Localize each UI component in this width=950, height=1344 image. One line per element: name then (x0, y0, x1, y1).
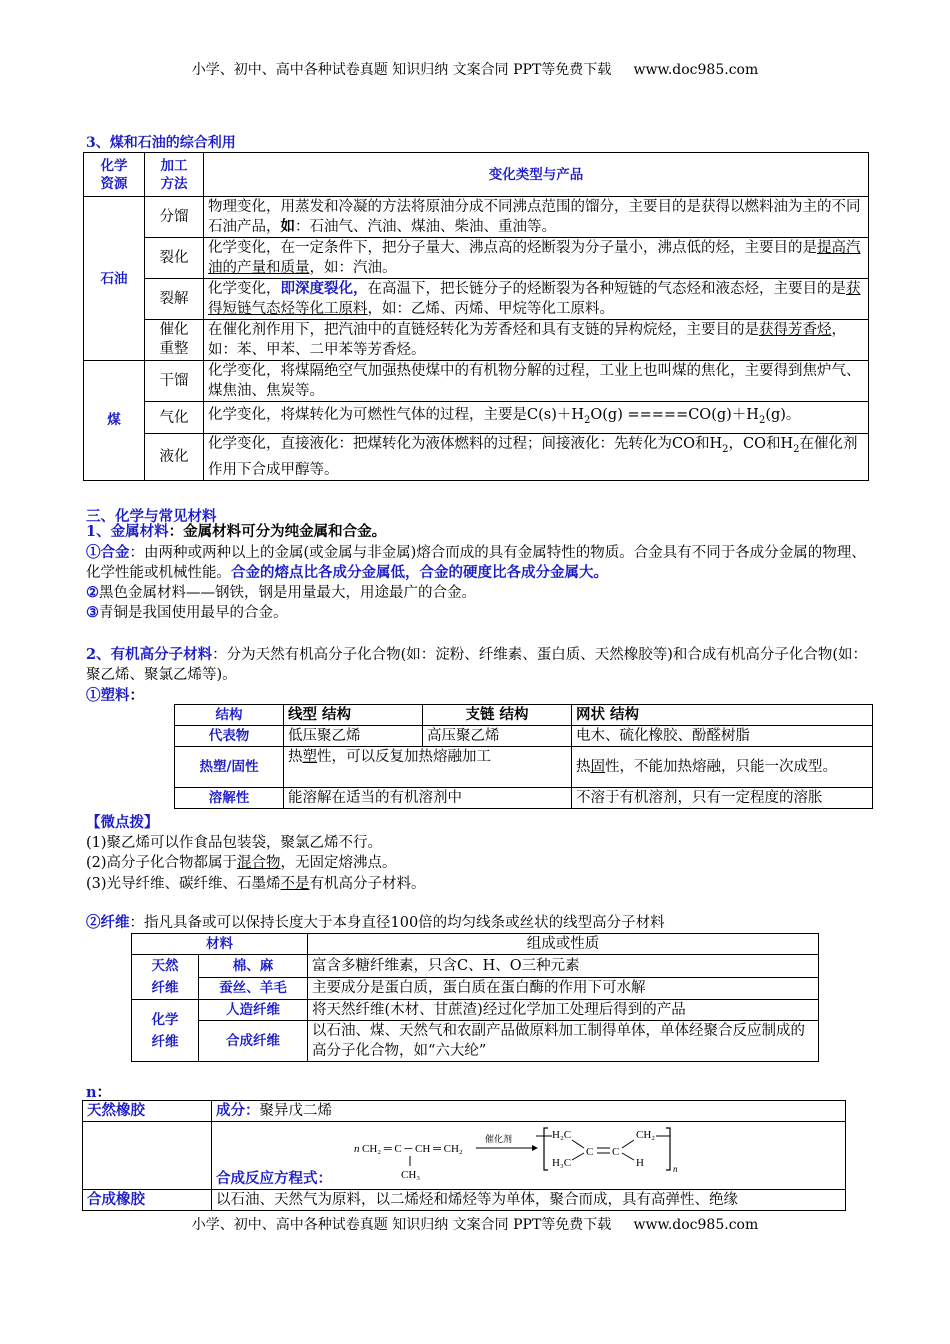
pt-r1-label: 代表物 (175, 726, 284, 747)
pt-h3: 网状 结构 (572, 705, 873, 726)
fiber-intro: ②纤维：指凡具备或可以保持长度大于本身直径100倍的均匀线条或丝状的线型高分子材料 (86, 914, 665, 931)
method-cracking: 裂化 (145, 238, 204, 279)
ft-r1-a: 棉、麻 (199, 955, 308, 978)
ferrous-text: ②黑色金属材料——钢铁，钢是用量最大，用途最广的合金。 (86, 584, 476, 601)
pt-r3-label: 溶解性 (175, 788, 284, 809)
liquefaction-desc: 化学变化，直接液化：把煤转化为液体燃料的过程；间接液化：先转化为CO和$H_2$，CO和$H_2$在催化剂作用下合成甲醇等。 (204, 434, 869, 481)
th-type: 变化类型与产品 (204, 153, 869, 197)
coal-oil-table (83, 152, 869, 481)
footer-text: 小学、初中、高中各种试卷真题 知识归纳 文案合同 PPT等免费下载 (191, 1217, 612, 1233)
pt-r2-label: 热塑/固性 (175, 747, 284, 788)
section-title-materials: 三、化学与常见材料 (86, 508, 217, 525)
rt-synthetic: 合成橡胶 (83, 1190, 212, 1211)
method-liquefaction: 液化 (145, 434, 204, 481)
eq-ch3-monomer: CH₃ (401, 1169, 421, 1181)
method-pyrolysis: 裂解 (145, 279, 204, 320)
rt-comp: 成分：聚异戊二烯 (212, 1101, 846, 1122)
rt-synthetic-desc: 以石油、天然气为原料，以二烯烃和烯烃等为单体，聚合而成，具有高弹性、绝缘 (212, 1190, 846, 1211)
header-url[interactable]: www.doc985.com (633, 62, 759, 78)
pt-r1-c3: 电木、硫化橡胶、酚醛树脂 (572, 726, 873, 747)
method-reforming: 催化 重整 (145, 320, 204, 361)
tip-1: (1)聚乙烯可以作食品包装袋，聚氯乙烯不行。 (86, 835, 383, 851)
pt-r1-c2: 高压聚乙烯 (423, 726, 572, 747)
fiber-table (131, 933, 819, 1062)
ft-natural-label: 天然 纤维 (132, 955, 199, 1000)
fractional-desc: 物理变化，用蒸发和冷凝的方法将原油分成不同沸点范围的馏分，主要目的是获得以燃料油为主的不同石油产品，如：石油气、汽油、煤油、柴油、重油等。 (204, 197, 869, 238)
pt-h2: 支链 结构 (423, 705, 572, 726)
pt-r3-c3: 不溶于有机溶剂，只有一定程度的溶胀 (572, 788, 873, 809)
eq-h: H (636, 1157, 644, 1169)
rt-natural: 天然橡胶 (83, 1101, 212, 1122)
method-gasification: 气化 (145, 402, 204, 434)
ft-h0: 材料 (132, 934, 308, 955)
metal-intro: 1、金属材料：金属材料可分为纯金属和合金。 (86, 523, 387, 540)
polymerization-equation (352, 1122, 812, 1188)
section-title-coal-oil: 3、煤和石油的综合利用 (86, 135, 236, 151)
ft-r4-b: 以石油、煤、天然气和农副产品做原料加工制得单体，单体经聚合反应制成的高分子化合物，如“六大纶” (308, 1021, 819, 1062)
pt-h0: 结构 (175, 705, 284, 726)
oil-label: 石油 (84, 197, 145, 361)
method-fractional: 分馏 (145, 197, 204, 238)
rubber-table (82, 1100, 846, 1211)
eq-n-sub: n (673, 1164, 678, 1174)
rubber-label: n： (86, 1084, 112, 1101)
pyrolysis-desc: 化学变化，即深度裂化，在高温下，把长链分子的烃断裂为各种短链的气态烃和液态烃，主要目的是获得短链气态烃等化工原料，如：乙烯、丙烯、甲烷等化工原料。 (204, 279, 869, 320)
page-header (0, 59, 950, 79)
th-method: 加工 方法 (145, 153, 204, 197)
eq-c1: C (586, 1146, 594, 1158)
pt-r3-c1: 能溶解在适当的有机溶剂中 (284, 788, 572, 809)
eq-catalyst: 催化剂 (485, 1134, 513, 1144)
polymer-intro: 2、有机高分子材料：分为天然有机高分子化合物(如：淀粉、纤维素、蛋白质、天然橡胶等)和合成有机高分子化合物(如：聚乙烯、聚氯乙烯等)。 (86, 646, 868, 683)
eq-monomer: CH₂ ═ C ─ CH ═ CH₂ (362, 1143, 463, 1155)
rt-eq-label: 合成反应方程式： (216, 1170, 332, 1187)
ft-r3-a: 人造纤维 (199, 1000, 308, 1021)
eq-c2: C (612, 1146, 620, 1158)
ft-r4-a: 合成纤维 (199, 1021, 308, 1062)
pt-r2-thermoset: 热固性，不能加热熔融，只能一次成型。 (572, 747, 873, 788)
tip-2: (2)高分子化合物都属于混合物，无固定熔沸点。 (86, 855, 397, 871)
ft-r2-b: 主要成分是蛋白质，蛋白质在蛋白酶的作用下可水解 (308, 977, 819, 1000)
coal-label: 煤 (84, 361, 145, 481)
header-text: 小学、初中、高中各种试卷真题 知识归纳 文案合同 PPT等免费下载 (191, 62, 612, 78)
eq-h2c: H₂C (552, 1129, 572, 1141)
plastic-table (174, 704, 873, 809)
ft-r2-a: 蚕丝、羊毛 (199, 977, 308, 1000)
tips-title: 【微点拨】 (86, 814, 159, 831)
page-footer (0, 1214, 950, 1234)
ft-chemical-label: 化学 纤维 (132, 1000, 199, 1062)
alloy-text: ①合金：由两种或两种以上的金属(或金属与非金属)熔合而成的具有金属特性的物质。合金具有不同于各成分金属的物理、化学性能或机械性能。合金的熔点比各成分金属低，合金的硬度比各成分金属大。 (86, 544, 866, 581)
rt-equation-cell (212, 1122, 846, 1190)
method-distillation: 干馏 (145, 361, 204, 402)
footer-url[interactable]: www.doc985.com (633, 1217, 759, 1233)
cracking-desc: 化学变化，在一定条件下，把分子量大、沸点高的烃断裂为分子量小，沸点低的烃，主要目的是提高汽油的产量和质量，如：汽油。 (204, 238, 869, 279)
th-resource: 化学 资源 (84, 153, 145, 197)
reforming-desc: 在催化剂作用下，把汽油中的直链烃转化为芳香烃和具有支链的异构烷烃，主要目的是获得芳香烃，如：苯、甲苯、二甲苯等芳香烃。 (204, 320, 869, 361)
eq-ch2: CH₂ (636, 1129, 656, 1141)
pt-r2-thermoplastic: 热塑性，可以反复加热熔融加工 (284, 747, 572, 788)
pt-h1: 线型 结构 (284, 705, 423, 726)
ft-r1-b: 富含多糖纤维素，只含C、H、O三种元素 (308, 955, 819, 978)
plastic-label: ①塑料： (86, 687, 144, 704)
pt-r1-c1: 低压聚乙烯 (284, 726, 423, 747)
eq-n: n (354, 1143, 360, 1155)
rt-blank (83, 1122, 212, 1190)
tip-3: (3)光导纤维、碳纤维、石墨烯不是有机高分子材料。 (86, 876, 426, 892)
distillation-desc: 化学变化，将煤隔绝空气加强热使煤中的有机物分解的过程，工业上也叫煤的焦化，主要得到焦炉气、煤焦油、焦炭等。 (204, 361, 869, 402)
bronze-text: ③青铜是我国使用最早的合金。 (86, 604, 288, 621)
eq-h3c: H₃C (552, 1157, 572, 1169)
gasification-desc: 化学变化，将煤转化为可燃性气体的过程，主要是$C(s)+H_2O(g) =====CO(g)+H_2(g)$。 (204, 402, 869, 434)
ft-r3-b: 将天然纤维(木材、甘蔗渣)经过化学加工处理后得到的产品 (308, 1000, 819, 1021)
ft-h1: 组成或性质 (308, 934, 819, 955)
